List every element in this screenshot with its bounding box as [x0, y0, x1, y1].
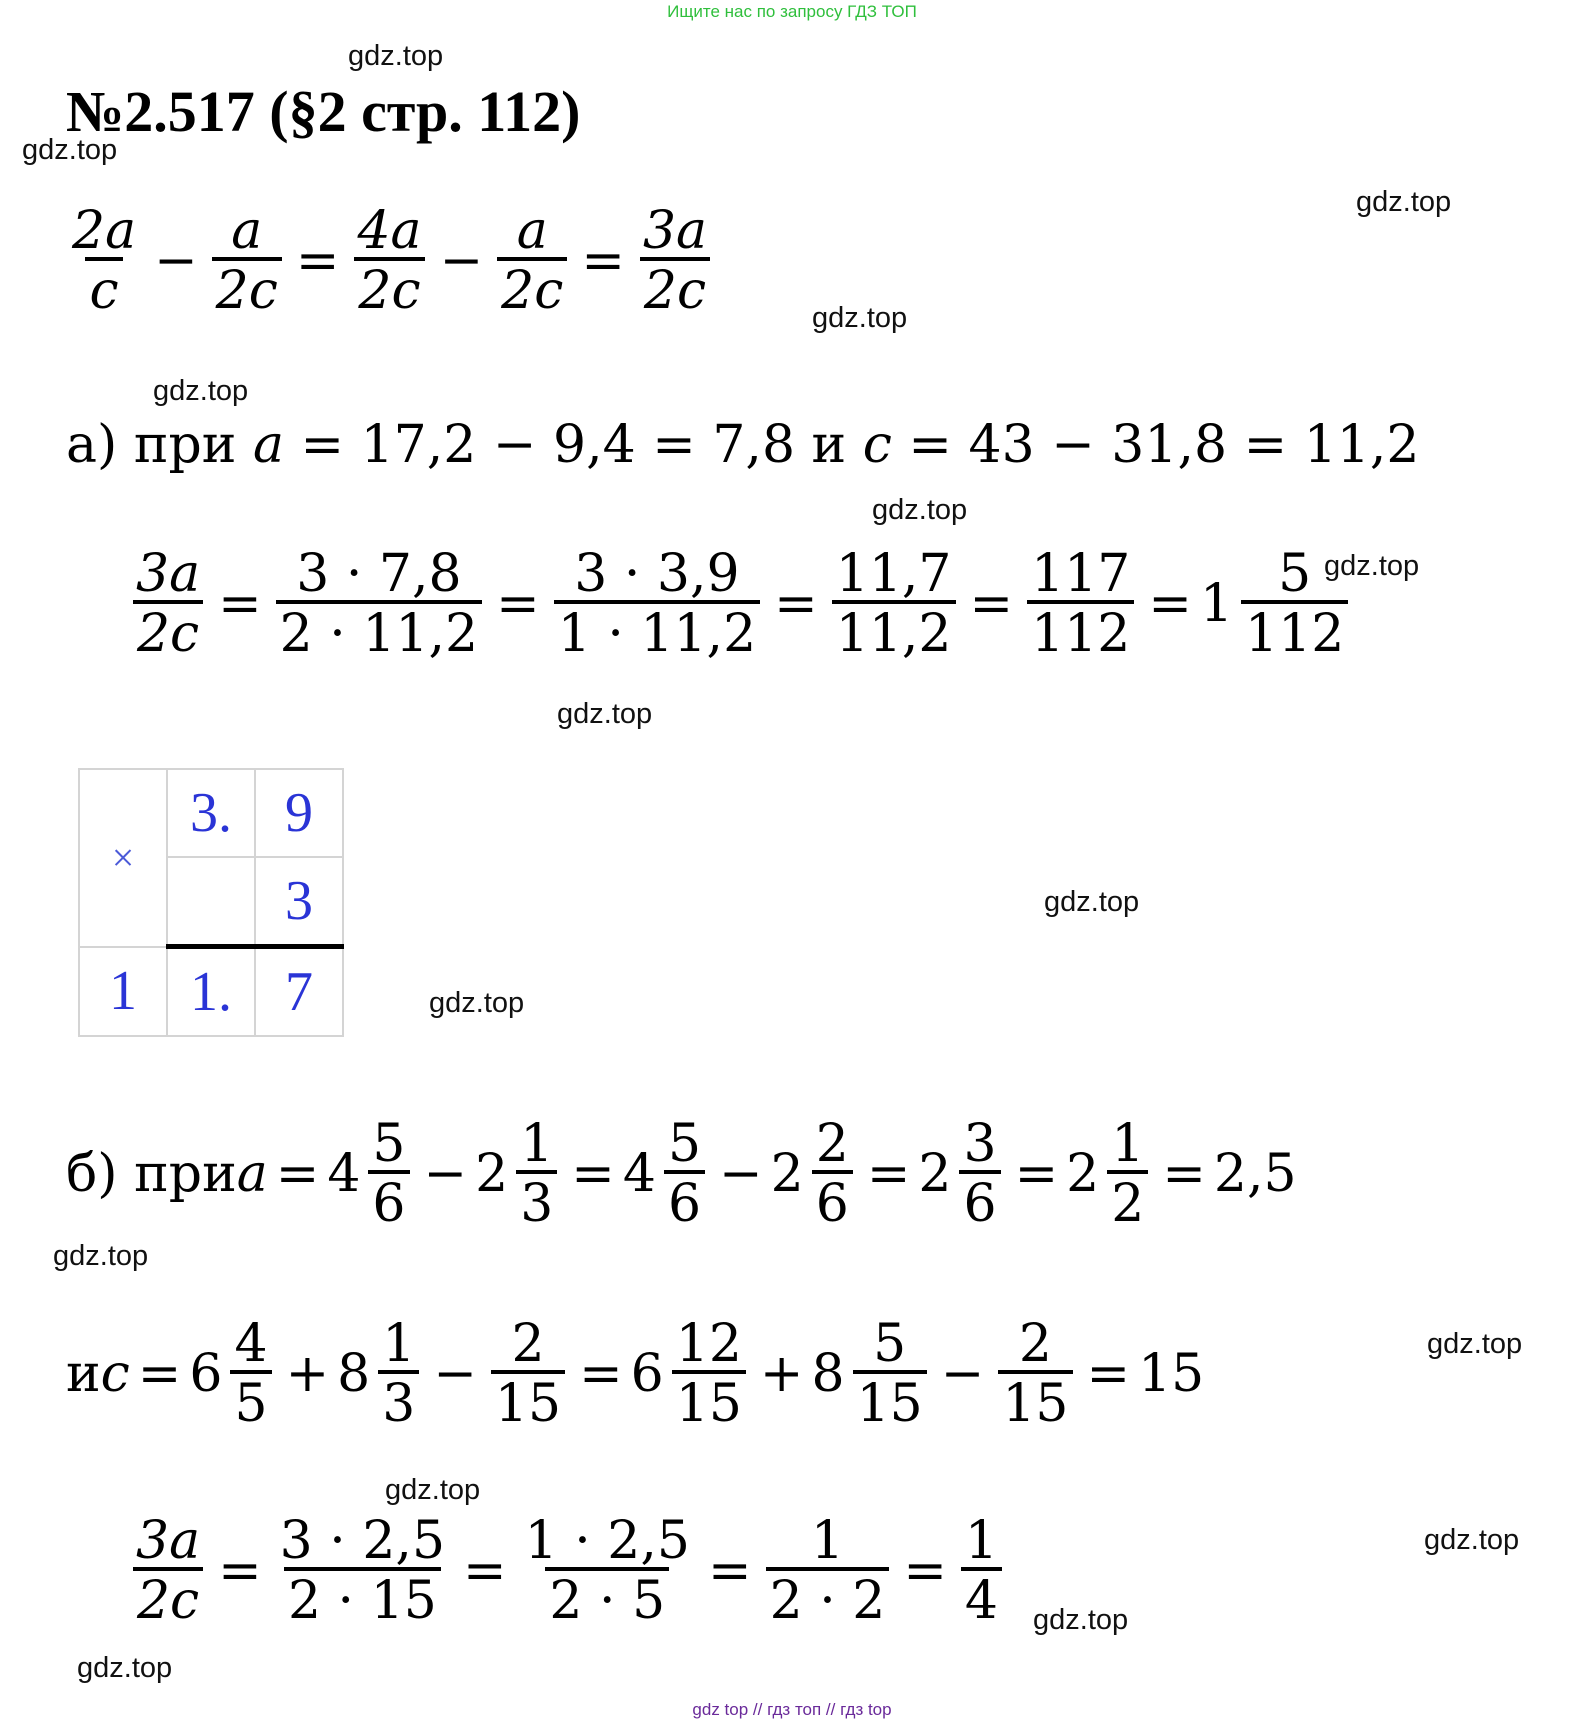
fraction: $\frac{11,7}{11,2}$: [832, 548, 956, 660]
watermark: gdz.top: [1324, 550, 1420, 582]
bottom-banner[interactable]: gdz top // гдз топ // гдз top: [692, 1700, 892, 1719]
digit-cell: 3: [255, 857, 343, 947]
watermark: gdz.top: [872, 494, 968, 526]
page-title: №2.517 (§2 стр. 112): [66, 79, 581, 144]
digit-cell: 7: [255, 947, 343, 1037]
fraction: $\frac{2a}{c}$: [72, 201, 137, 321]
mixed-number: 8 $\frac{5}{15}$: [812, 1318, 933, 1430]
mixed-number: 1 $\frac{5}{112}$: [1200, 548, 1354, 660]
mixed-number: 6 $\frac{12}{15}$: [631, 1318, 752, 1430]
digit-cell: [167, 857, 255, 947]
simplification-equation: $\frac{2a}{c}$ − $\frac{a}{2c}$ = $\frac{4a}{2c}$ − $\frac{a}{2c}$ = $\frac{3a}{2c}$: [62, 205, 717, 317]
column-multiplication: [78, 768, 344, 1037]
mixed-number: 6 $\frac{4}{5}$: [189, 1318, 277, 1430]
digit-cell: 9: [255, 769, 343, 857]
digit-cell: 1: [79, 947, 167, 1037]
mixed-number: 4 $\frac{5}{6}$: [327, 1118, 415, 1230]
watermark: gdz.top: [22, 134, 118, 166]
fraction: $\frac{4a}{2c}$: [353, 205, 425, 317]
fraction: $\frac{a}{2c}$: [497, 205, 567, 317]
watermark: gdz.top: [812, 302, 908, 334]
mixed-number: 2 $\frac{3}{6}$: [918, 1118, 1006, 1230]
part-a-calculation: $\frac{3a}{2c}$ = $\frac{3 \cdot 7,8}{2 \cdot 11,2}$ = $\frac{3 \cdot 3,9}{1 \cdot 11,2}$ = $\frac{11,7}{11,2}$ = $\frac{117}{112}$ = 1 $\frac{5}{112}$: [126, 548, 1354, 660]
watermark: gdz.top: [385, 1474, 481, 1506]
fraction: $\frac{3 \cdot 7,8}{2 \cdot 11,2}$: [276, 548, 482, 660]
watermark: gdz.top: [53, 1240, 149, 1272]
mixed-number: 4 $\frac{5}{6}$: [623, 1118, 711, 1230]
fraction: $\frac{3a}{2c}$: [132, 1515, 204, 1627]
fraction: $\frac{2}{15}$: [491, 1318, 565, 1430]
watermark: gdz.top: [348, 40, 444, 72]
digit-cell: 1.: [167, 947, 255, 1037]
fraction: $\frac{3 \cdot 2,5}{2 \cdot 15}$: [279, 1511, 446, 1631]
digit-cell: 3.: [167, 769, 255, 857]
watermark: gdz.top: [77, 1652, 173, 1684]
part-b-a-value: б) при a = 4 $\frac{5}{6}$ − 2 $\frac{1}{3}$ = 4 $\frac{5}{6}$ − 2 $\frac{2}{6}$ = 2 $\frac{3}{6}$ = 2 $\frac{1}{2}$ = 2,5: [66, 1114, 1297, 1234]
watermark: gdz.top: [1044, 886, 1140, 918]
fraction: $\frac{3a}{2c}$: [639, 205, 711, 317]
fraction: $\frac{a}{2c}$: [212, 205, 282, 317]
part-a-conditions: а) при a = 17,2 − 9,4 = 7,8 и c = 43 − 31,8 = 11,2: [66, 415, 1420, 475]
mixed-number: 2 $\frac{2}{6}$: [771, 1118, 859, 1230]
mixed-number: 2 $\frac{1}{2}$: [1066, 1118, 1154, 1230]
top-banner[interactable]: Ищите нас по запросу ГДЗ ТОП: [667, 2, 917, 21]
fraction: $\frac{3 \cdot 3,9}{1 \cdot 11,2}$: [554, 548, 760, 660]
fraction: $\frac{1}{4}$: [961, 1515, 1002, 1627]
fraction: $\frac{1 \cdot 2,5}{2 \cdot 5}$: [524, 1511, 690, 1631]
watermark: gdz.top: [1033, 1604, 1129, 1636]
part-b-calculation: $\frac{3a}{2c}$ = $\frac{3 \cdot 2,5}{2 \cdot 15}$ = $\frac{1 \cdot 2,5}{2 \cdot 5}$ = $\frac{1}{2 \cdot 2}$ = $\frac{1}{4}$: [126, 1515, 1008, 1627]
watermark: gdz.top: [1424, 1524, 1520, 1556]
fraction: $\frac{3a}{2c}$: [132, 548, 204, 660]
watermark: gdz.top: [153, 375, 249, 407]
fraction: $\frac{117}{112}$: [1027, 548, 1134, 660]
watermark: gdz.top: [429, 987, 525, 1019]
part-b-c-value: и c = 6 $\frac{4}{5}$ + 8 $\frac{1}{3}$ − $\frac{2}{15}$ = 6 $\frac{12}{15}$ + 8 $\frac{5}{15}$ − $\frac{2}{15}$ = 15: [66, 1314, 1205, 1434]
watermark: gdz.top: [1427, 1328, 1523, 1360]
fraction: $\frac{2}{15}$: [998, 1318, 1072, 1430]
watermark: gdz.top: [1356, 186, 1452, 218]
watermark: gdz.top: [557, 698, 653, 730]
multiply-sign: ×: [79, 769, 167, 947]
fraction: $\frac{1}{2 \cdot 2}$: [766, 1515, 890, 1627]
mixed-number: 8 $\frac{1}{3}$: [337, 1318, 425, 1430]
mixed-number: 2 $\frac{1}{3}$: [475, 1118, 563, 1230]
